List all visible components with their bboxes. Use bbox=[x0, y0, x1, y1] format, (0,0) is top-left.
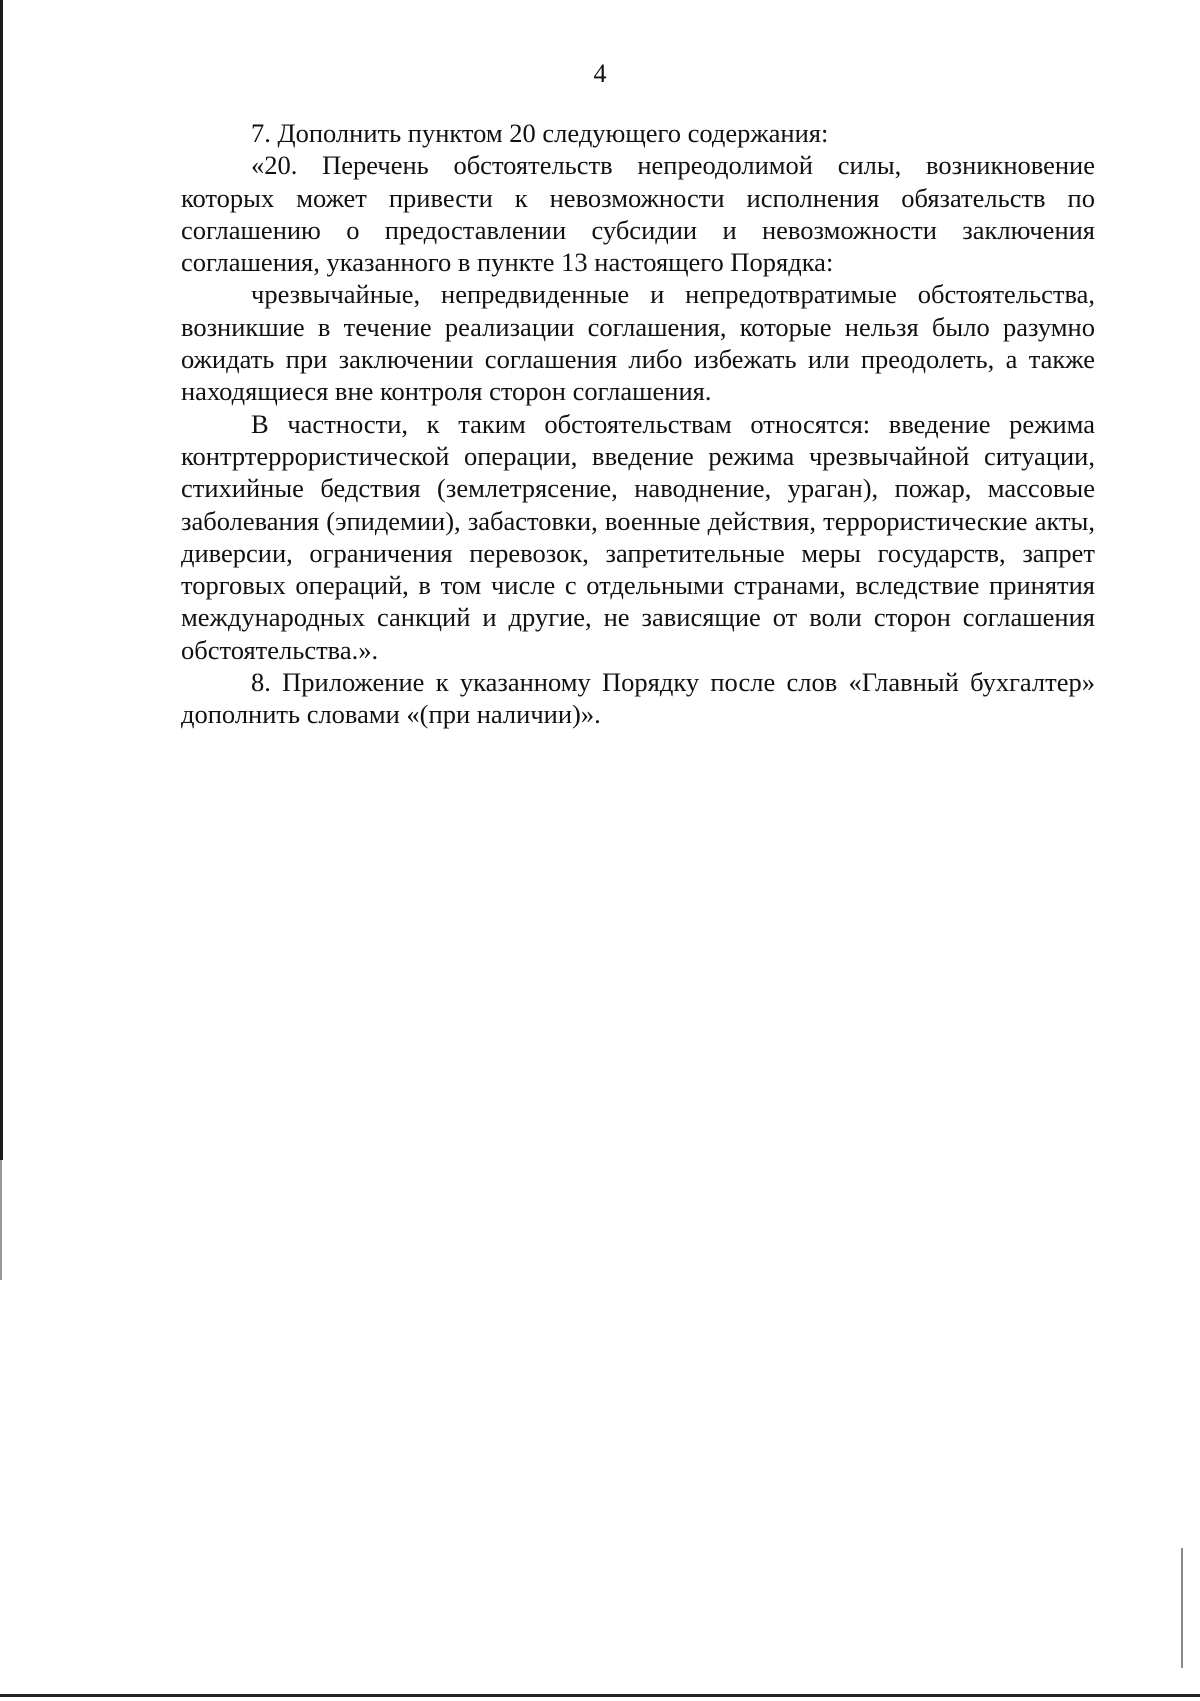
scan-edge-left-faint bbox=[0, 1160, 2, 1280]
paragraph-force-majeure-examples: В частности, к таким обстоятельствам относятся: введение режима контртеррористической операции, введение режима чрезвычайной ситуации, стихийные бедствия (землетрясение, наводнение, ураган), пожар, массовые заболевания (эпидемии), забастовки, военные действия, террористические акты, диверсии, ограничения перевозок, запретительные меры государств, запрет торговых операций, в том числе с отдельными странами, вследствие принятия международных санкций и другие, не зависящие от воли сторон соглашения обстоятельства.». bbox=[181, 408, 1095, 665]
document-body bbox=[181, 117, 1095, 731]
page-number: 4 bbox=[593, 59, 607, 88]
scan-edge-right bbox=[1181, 1548, 1183, 1668]
paragraph-item-20-definition: «20. Перечень обстоятельств непреодолимой силы, возникновение которых может привести к невозможности исполнения обязательств по соглашению о предоставлении субсидии и невозможности заключения соглашения, указанного в пункте 13 настоящего Порядка: bbox=[181, 150, 1095, 278]
paragraph-item-8: 8. Приложение к указанному Порядку после слов «Главный бухгалтер» дополнить словами «(при наличии)». bbox=[181, 667, 1095, 730]
paragraph-item-7: 7. Дополнить пунктом 20 следующего содержания: bbox=[251, 118, 829, 148]
scan-edge-left bbox=[0, 0, 3, 1160]
scan-edge-bottom bbox=[0, 1694, 1200, 1697]
paragraph-force-majeure-description: чрезвычайные, непредвиденные и непредотвратимые обстоятельства, возникшие в течение реализации соглашения, которые нельзя было разумно ожидать при заключении соглашения либо избежать или преодолеть, а также находящиеся вне контроля сторон соглашения. bbox=[181, 279, 1095, 407]
